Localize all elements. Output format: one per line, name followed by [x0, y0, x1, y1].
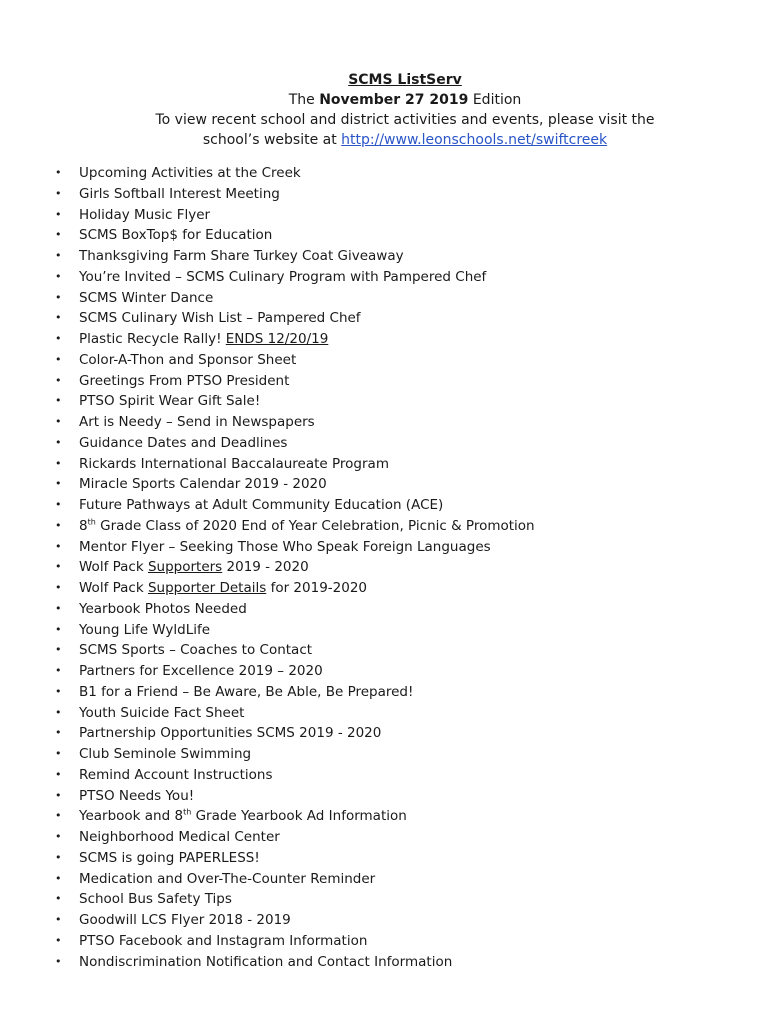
list-item-text: PTSO Spirit Wear Gift Sale!	[79, 393, 261, 410]
list-item-text: PTSO Facebook and Instagram Information	[79, 932, 368, 949]
list-item	[55, 661, 535, 682]
bullet-icon: •	[55, 643, 62, 657]
edition-line	[0, 90, 770, 110]
announcement-list	[55, 163, 535, 972]
list-item-text: SCMS Winter Dance	[79, 289, 214, 306]
bullet-icon: •	[55, 809, 62, 823]
school-website-link[interactable]: http://www.leonschools.net/swiftcreek	[341, 132, 608, 148]
bullet-icon: •	[55, 166, 62, 179]
list-item	[55, 495, 535, 516]
list-item-text: Yearbook Photos Needed	[79, 600, 247, 617]
bullet-icon: •	[55, 954, 62, 968]
list-item-text: for 2019-2020	[266, 580, 368, 596]
list-item	[55, 391, 535, 412]
list-item-text: Girls Softball Interest Meeting	[79, 185, 280, 202]
list-item-text: Grade Yearbook Ad Information	[191, 808, 407, 825]
list-item-text: PTSO Needs You!	[79, 787, 195, 804]
list-item	[55, 433, 535, 454]
list-item	[55, 848, 535, 869]
list-item-text: Young Life WyldLife	[79, 621, 211, 638]
list-item-text: 8	[79, 517, 88, 534]
website-prefix: school’s website at	[202, 132, 342, 148]
list-item	[55, 516, 535, 537]
list-item-text: Wolf Pack	[79, 559, 148, 576]
list-item	[55, 786, 535, 807]
list-item-text: Grade Class of 2020 End of Year Celebration, Picnic & Promotion	[95, 517, 535, 534]
bullet-icon: •	[55, 456, 62, 470]
list-item	[55, 910, 535, 931]
list-item	[55, 869, 535, 890]
list-item	[55, 827, 535, 848]
list-item-text: Guidance Dates and Deadlines	[79, 434, 288, 451]
list-item	[55, 889, 535, 910]
list-item	[55, 620, 535, 641]
list-item-text: Holiday Music Flyer	[79, 206, 211, 223]
bullet-icon: •	[55, 788, 62, 802]
bullet-icon: •	[55, 394, 62, 408]
superscript: th	[87, 517, 96, 527]
list-item-text: SCMS BoxTop$ for Education	[79, 227, 273, 244]
bullet-icon: •	[55, 684, 62, 698]
list-item	[55, 931, 535, 952]
list-item	[55, 806, 535, 827]
bullet-icon: •	[55, 601, 62, 615]
list-item	[55, 578, 535, 599]
bullet-icon: •	[55, 539, 62, 553]
edition-date: November 27 2019	[319, 92, 469, 108]
list-item-text: Greetings From PTSO President	[79, 372, 290, 389]
intro-text: To view recent school and district activities and events, please visit the	[155, 112, 655, 128]
bullet-icon: •	[55, 705, 62, 719]
bullet-icon: •	[55, 747, 62, 760]
list-item-text: Partnership Opportunities SCMS 2019 - 2020	[79, 725, 382, 742]
list-item	[55, 225, 535, 246]
list-item	[55, 537, 535, 558]
list-item-text: Mentor Flyer – Seeking Those Who Speak Foreign Languages	[79, 538, 491, 555]
bullet-icon: •	[55, 581, 62, 594]
bullet-icon: •	[55, 311, 62, 325]
list-item-text: Upcoming Activities at the Creek	[79, 165, 301, 181]
list-item-text: 2019 - 2020	[222, 559, 309, 576]
bullet-icon: •	[55, 913, 62, 926]
list-item-text: Youth Suicide Fact Sheet	[79, 704, 245, 721]
bullet-icon: •	[55, 249, 62, 262]
list-item-text: Plastic Recycle Rally!	[79, 331, 226, 347]
bullet-icon: •	[55, 477, 62, 491]
list-item	[55, 640, 535, 661]
list-item	[55, 723, 535, 744]
list-item-text: Yearbook and 8	[79, 808, 184, 825]
bullet-icon: •	[55, 415, 62, 428]
list-item-text: Remind Account Instructions	[79, 766, 273, 783]
list-item-text: B1 for a Friend – Be Aware, Be Able, Be Prepared!	[79, 683, 414, 700]
bullet-icon: •	[55, 498, 62, 511]
list-item-text: SCMS is going PAPERLESS!	[79, 849, 260, 866]
list-item-text: School Bus Safety Tips	[79, 891, 232, 908]
bullet-icon: •	[55, 664, 62, 677]
bullet-icon: •	[55, 269, 62, 283]
list-item	[55, 288, 535, 309]
list-item	[55, 474, 535, 495]
list-item-text: You’re Invited – SCMS Culinary Program with Pampered Chef	[79, 268, 487, 285]
list-item	[55, 371, 535, 392]
list-item-text: Nondiscrimination Notification and Contact Information	[79, 953, 453, 970]
bullet-icon: •	[55, 186, 62, 200]
list-item	[55, 163, 535, 184]
list-item	[55, 744, 535, 765]
list-item-text: Wolf Pack	[79, 580, 148, 596]
bullet-icon: •	[55, 850, 62, 864]
underlined-link[interactable]: ENDS 12/20/19	[225, 331, 329, 347]
bullet-icon: •	[55, 518, 62, 532]
edition-suffix: Edition	[468, 92, 522, 108]
bullet-icon: •	[55, 726, 62, 740]
list-item	[55, 765, 535, 786]
list-item	[55, 454, 535, 475]
list-item-text: Club Seminole Swimming	[79, 746, 252, 762]
edition-prefix: The	[288, 92, 320, 108]
list-item	[55, 952, 535, 973]
list-item	[55, 246, 535, 267]
list-item-text: Neighborhood Medical Center	[79, 829, 280, 845]
list-item-text: SCMS Culinary Wish List – Pampered Chef	[79, 310, 361, 327]
underlined-link[interactable]: Supporter Details	[147, 580, 267, 596]
bullet-icon: •	[55, 435, 62, 449]
bullet-icon: •	[55, 767, 62, 781]
list-item	[55, 308, 535, 329]
list-item	[55, 205, 535, 226]
list-item	[55, 703, 535, 724]
list-item-text: Future Pathways at Adult Community Education (ACE)	[79, 497, 444, 513]
list-item-text: Goodwill LCS Flyer 2018 - 2019	[79, 912, 291, 928]
list-item	[55, 682, 535, 703]
website-line	[0, 130, 770, 150]
list-item-text: Medication and Over-The-Counter Reminder	[79, 870, 376, 887]
bullet-icon: •	[55, 332, 62, 345]
list-item-text: Thanksgiving Farm Share Turkey Coat Giveaway	[79, 248, 404, 264]
list-item-text: Partners for Excellence 2019 – 2020	[79, 663, 323, 679]
document-header	[0, 70, 770, 150]
list-item-text: SCMS Sports – Coaches to Contact	[79, 642, 313, 659]
bullet-icon: •	[55, 373, 62, 387]
bullet-icon: •	[55, 622, 62, 636]
bullet-icon: •	[55, 228, 62, 242]
list-item	[55, 329, 535, 350]
list-item	[55, 412, 535, 433]
bullet-icon: •	[55, 830, 62, 843]
list-item	[55, 267, 535, 288]
bullet-icon: •	[55, 933, 62, 947]
list-item-text: Art is Needy – Send in Newspapers	[79, 414, 315, 430]
list-item	[55, 184, 535, 205]
document-title: SCMS ListServ	[348, 72, 462, 88]
list-item-text: Color-A-Thon and Sponsor Sheet	[79, 351, 297, 368]
bullet-icon: •	[55, 892, 62, 906]
list-item	[55, 350, 535, 371]
bullet-icon: •	[55, 207, 62, 221]
bullet-icon: •	[55, 352, 62, 366]
underlined-link[interactable]: Supporters	[147, 559, 223, 576]
list-item-text: Rickards International Baccalaureate Program	[79, 455, 389, 472]
list-item	[55, 557, 535, 578]
list-item	[55, 599, 535, 620]
list-item-text: Miracle Sports Calendar 2019 - 2020	[79, 476, 327, 493]
bullet-icon: •	[55, 871, 62, 885]
bullet-icon: •	[55, 560, 62, 574]
bullet-icon: •	[55, 290, 62, 304]
superscript: th	[183, 807, 192, 817]
